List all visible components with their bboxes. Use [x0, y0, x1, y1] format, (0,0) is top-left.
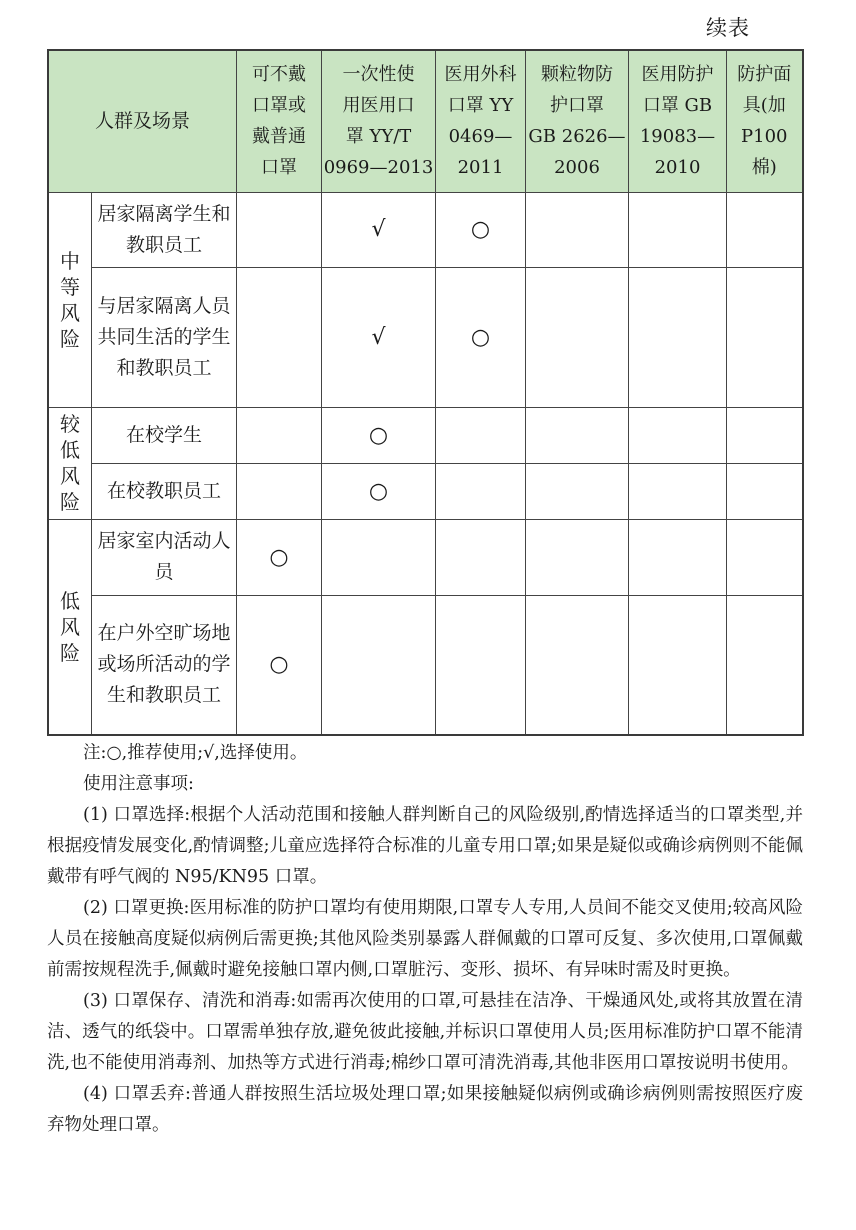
- mark-cell: [629, 463, 727, 519]
- header-col-3: 医用外科 口罩 YY 0469— 2011: [436, 50, 526, 192]
- mark-cell: [436, 463, 526, 519]
- mark-cell: [237, 407, 322, 463]
- mark-cell: [237, 192, 322, 267]
- header-col-4: 颗粒物防 护口罩 GB 2626— 2006: [526, 50, 629, 192]
- mark-cell: [727, 519, 803, 595]
- risk-level-cell: [48, 407, 92, 519]
- mark-cell: [526, 192, 629, 267]
- scene-cell: 在校教职员工: [92, 463, 237, 519]
- mark-cell: [322, 519, 436, 595]
- mark-cell: [526, 519, 629, 595]
- note-item: (1) 口罩选择:根据个人活动范围和接触人群判断自己的风险级别,酌情选择适当的口罩类型,并根据疫情发展变化,酌情调整;儿童应选择符合标准的儿童专用口罩;如果是疑似或确诊病例则不能佩戴带有呼气阀的 N95/KN95 口罩。: [47, 805, 803, 887]
- continuation-label: 续表: [706, 16, 750, 40]
- mark-cell: ○: [322, 463, 436, 519]
- mark-cell: [436, 407, 526, 463]
- table-row: [48, 407, 803, 463]
- mark-cell: [237, 463, 322, 519]
- risk-level-label: 较低风险: [60, 412, 80, 514]
- notes-section: [47, 738, 803, 1141]
- mark-cell: [629, 595, 727, 735]
- mark-cell: ○: [436, 267, 526, 407]
- scene-cell: 居家室内活动人员: [92, 519, 237, 595]
- header-col-2: 一次性使 用医用口 罩 YY/T 0969—2013: [322, 50, 436, 192]
- mark-cell: [526, 267, 629, 407]
- note-item: (3) 口罩保存、清洗和消毒:如需再次使用的口罩,可悬挂在洁净、干燥通风处,或将其放置在清洁、透气的纸袋中。口罩需单独存放,避免彼此接触,并标识口罩使用人员;医用标准防护口罩不能清洗,也不能使用消毒剂、加热等方式进行消毒;棉纱口罩可清洗消毒,其他非医用口罩按说明书使用。: [47, 991, 803, 1073]
- scene-cell: 在校学生: [92, 407, 237, 463]
- scene-cell: 与居家隔离人员共同生活的学生和教职员工: [92, 267, 237, 407]
- note-item: (2) 口罩更换:医用标准的防护口罩均有使用期限,口罩专人专用,人员间不能交叉使用;较高风险人员在接触高度疑似病例后需更换;其他风险类别暴露人群佩戴的口罩可反复、多次使用,口罩佩戴前需按规程洗手,佩戴时避免接触口罩内侧,口罩脏污、变形、损坏、有异味时需及时更换。: [47, 898, 803, 980]
- table-row: [48, 519, 803, 595]
- header-scene: 人群及场景: [48, 50, 237, 192]
- mark-cell: ○: [436, 192, 526, 267]
- mark-cell: [727, 463, 803, 519]
- mark-cell: [629, 192, 727, 267]
- mark-cell: ○: [322, 407, 436, 463]
- table-row: [48, 463, 803, 519]
- mark-cell: [727, 407, 803, 463]
- risk-level-label: 低风险: [60, 588, 80, 665]
- scene-cell: 在户外空旷场地或场所活动的学生和教职员工: [92, 595, 237, 735]
- header-col-6: 防护面 具(加 P100 棉): [727, 50, 803, 192]
- mark-cell: ○: [237, 519, 322, 595]
- header-col-1: 可不戴 口罩或 戴普通 口罩: [237, 50, 322, 192]
- mark-cell: [436, 519, 526, 595]
- mark-cell: [526, 463, 629, 519]
- table-header-row: [48, 50, 803, 192]
- scene-cell: 居家隔离学生和教职员工: [92, 192, 237, 267]
- mark-cell: ○: [237, 595, 322, 735]
- mark-cell: [436, 595, 526, 735]
- mark-cell: [526, 595, 629, 735]
- mark-cell: [629, 519, 727, 595]
- mask-selection-table: [47, 49, 804, 736]
- mark-cell: [629, 407, 727, 463]
- notes-heading: 使用注意事项:: [83, 774, 194, 794]
- mark-cell: √: [322, 267, 436, 407]
- mark-cell: [727, 192, 803, 267]
- mark-cell: [727, 595, 803, 735]
- mark-cell: [526, 407, 629, 463]
- mark-cell: [322, 595, 436, 735]
- mark-cell: [629, 267, 727, 407]
- legend-note: 注:○,推荐使用;√,选择使用。: [83, 743, 308, 763]
- table-row: [48, 267, 803, 407]
- mark-cell: [237, 267, 322, 407]
- table-row: [48, 192, 803, 267]
- table-row: [48, 595, 803, 735]
- note-item: (4) 口罩丢弃:普通人群按照生活垃圾处理口罩;如果接触疑似病例或确诊病例则需按照医疗废弃物处理口罩。: [47, 1084, 803, 1135]
- header-col-5: 医用防护 口罩 GB 19083— 2010: [629, 50, 727, 192]
- risk-level-label: 中等风险: [60, 248, 80, 351]
- mark-cell: [727, 267, 803, 407]
- risk-level-cell: [48, 519, 92, 735]
- risk-level-cell: [48, 192, 92, 407]
- mark-cell: √: [322, 192, 436, 267]
